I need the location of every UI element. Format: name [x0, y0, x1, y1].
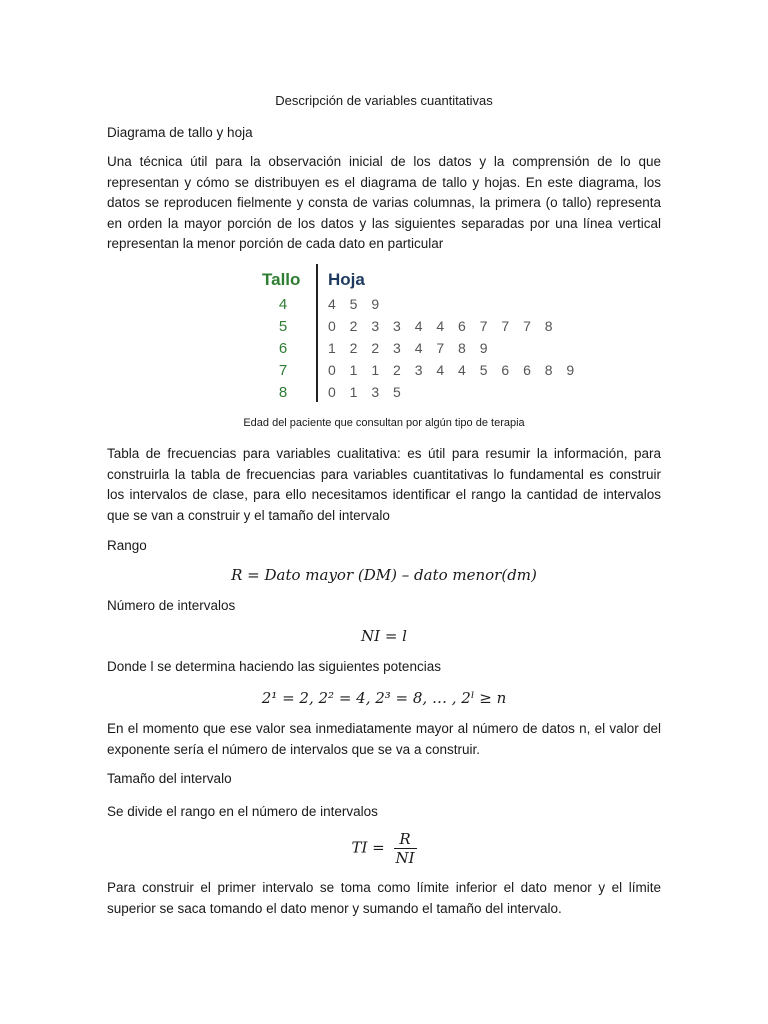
intervals-formula: NI = l: [361, 627, 407, 645]
stem-value: 4: [278, 296, 288, 313]
stem-leaf-row: [250, 384, 530, 406]
powers-formula: 2¹ = 2, 2² = 4, 2³ = 8, … , 2ˡ ≥ n: [261, 689, 507, 707]
frequency-table-description: Tabla de frecuencias para variables cualitativa: es útil para resumir la información, para construirla la tabla de frecuencias para variables cuantitativas lo fundamental es construir los intervalos de clase, para ello necesitamos identificar el rango la cantidad de intervalos que se van a construir y el tamaño del intervalo: [107, 446, 661, 523]
stem-leaf-description: Una técnica útil para la observación inicial de los datos y la comprensión de lo que representan y cómo se distribuyen es el diagrama de tallo y hojas. En este diagrama, los datos se reproducen fielmente y consta de varias columnas, la primera (o tallo) representa en orden la mayor porción de los datos y las siguientes separadas por una línea vertical representan la menor porción de cada dato en particular: [107, 154, 661, 251]
fraction-numerator: R: [394, 830, 417, 849]
leaf-values: 0 2 3 3 4 4 6 7 7 7 8: [328, 318, 558, 334]
stem-leaf-row: [250, 362, 580, 384]
leaf-values: 0 1 1 2 3 4 4 5 6 6 8 9: [328, 362, 580, 378]
interval-size-formula: [0, 830, 768, 867]
page-title: Descripción de variables cuantitativas: [275, 93, 493, 108]
section-heading-rango: Rango: [107, 538, 147, 553]
leaf-header: Hoja: [328, 270, 365, 289]
interval-size-intro: Se divide el rango en el número de intervalos: [107, 804, 378, 819]
section-heading-interval-size: Tamaño del intervalo: [107, 771, 232, 786]
stem-leaf-row: [250, 296, 530, 318]
stem-value: 5: [278, 318, 288, 335]
stem-leaf-diagram: [250, 264, 580, 404]
section-heading-stem-leaf: Diagrama de tallo y hoja: [107, 125, 253, 140]
leaf-values: 4 5 9: [328, 296, 385, 312]
interval-size-fraction: [394, 830, 417, 867]
powers-intro: Donde l se determina haciendo las siguientes potencias: [107, 659, 441, 674]
stem-header: Tallo: [262, 270, 301, 289]
stem-value: 8: [278, 384, 288, 401]
leaf-values: 1 2 2 3 4 7 8 9: [328, 340, 493, 356]
stem-value: 6: [278, 340, 288, 357]
range-formula: R = Dato mayor (DM) – dato menor(dm): [231, 566, 537, 584]
fraction-denominator: NI: [395, 849, 415, 867]
section-heading-number-intervals: Número de intervalos: [107, 598, 236, 613]
stem-value: 7: [278, 362, 288, 379]
stem-leaf-row: [250, 318, 558, 340]
interval-size-lhs: TI =: [351, 838, 385, 857]
exponent-description: En el momento que ese valor sea inmediatamente mayor al número de datos n, el valor del exponente sería el número de intervalos que se va a construir.: [107, 721, 661, 757]
figure-caption: Edad del paciente que consultan por algún tipo de terapia: [243, 417, 525, 429]
leaf-values: 0 1 3 5: [328, 384, 406, 400]
first-interval-description: Para construir el primer intervalo se toma como límite inferior el dato menor y el límite superior se saca tomando el dato menor y sumando el tamaño del intervalo.: [107, 880, 661, 916]
stem-leaf-row: [250, 340, 530, 362]
